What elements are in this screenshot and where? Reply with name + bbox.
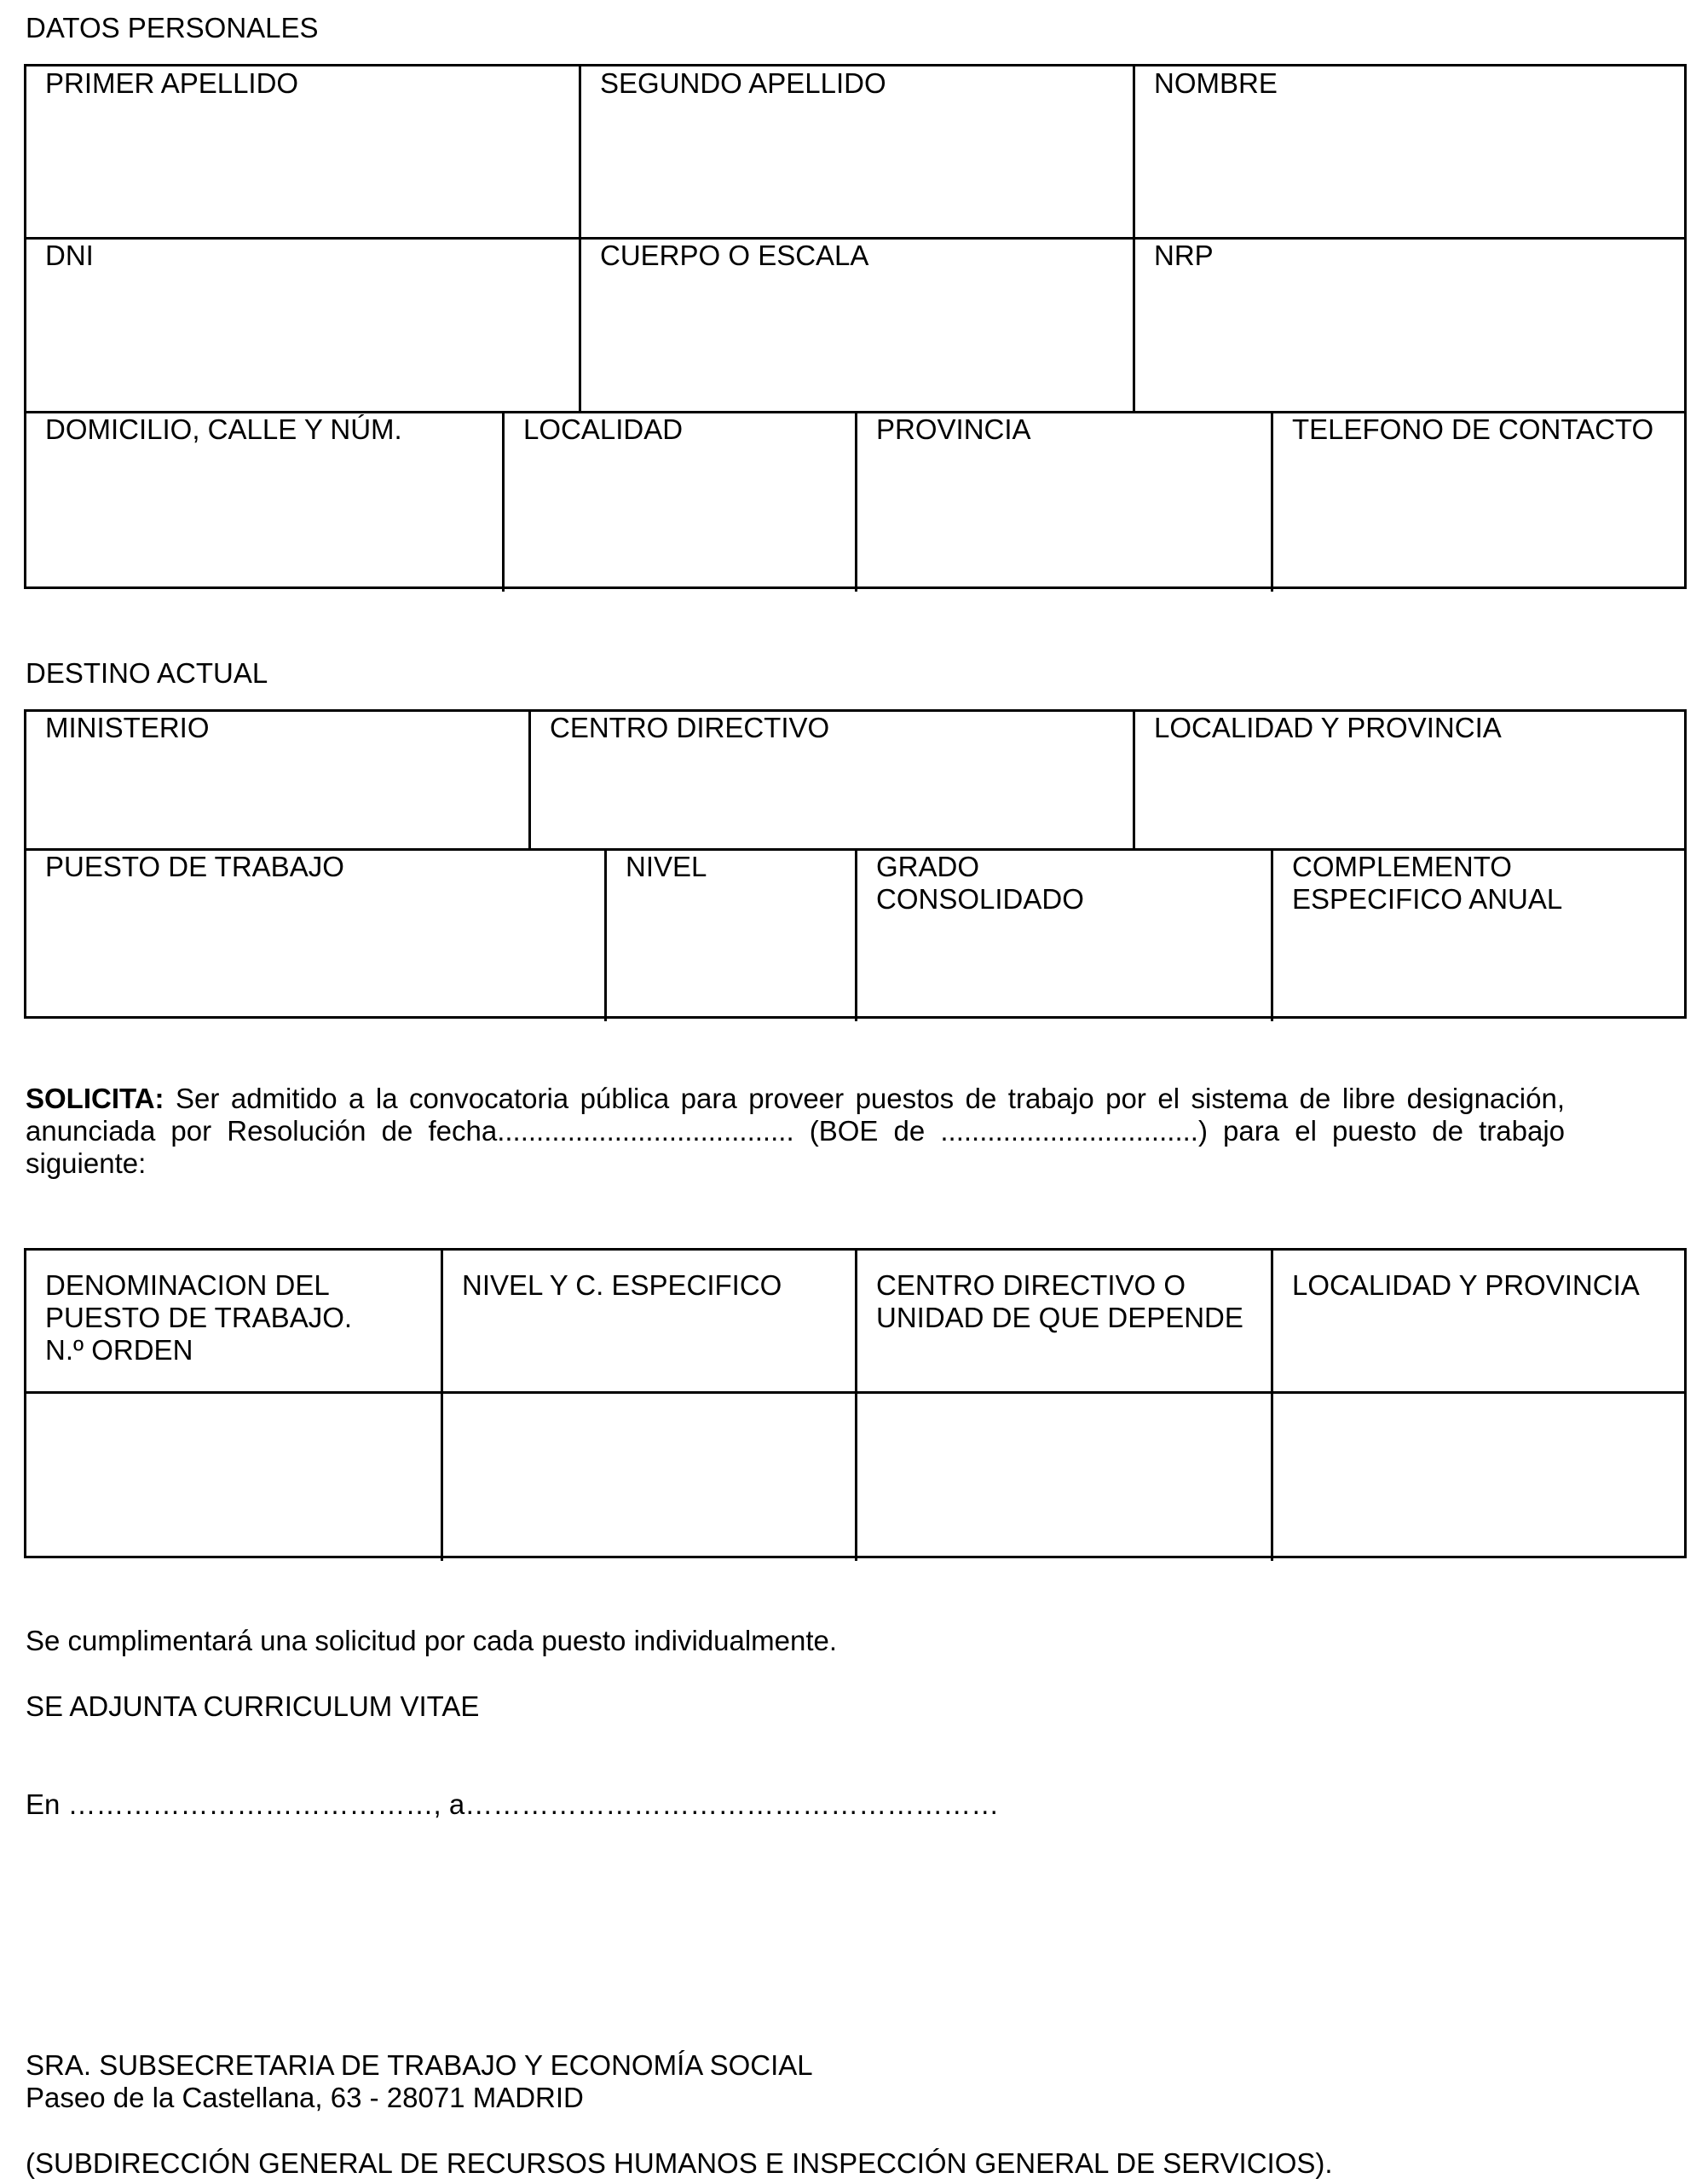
field-label: PROVINCIA xyxy=(876,413,1031,445)
field-label: DNI xyxy=(45,240,94,271)
field-nivel[interactable] xyxy=(607,851,855,1021)
field-telefono-contacto[interactable] xyxy=(1273,413,1687,592)
field-dni[interactable] xyxy=(26,240,579,411)
field-provincia[interactable] xyxy=(857,413,1271,592)
header-line: UNIDAD DE QUE DEPENDE xyxy=(876,1302,1243,1333)
field-segundo-apellido[interactable] xyxy=(581,66,1133,237)
field-puesto-trabajo[interactable] xyxy=(26,851,604,1021)
header-line: NIVEL Y C. ESPECIFICO xyxy=(462,1269,782,1301)
field-localidad[interactable] xyxy=(505,413,855,592)
field-label: MINISTERIO xyxy=(45,712,210,743)
field-centro-directivo[interactable] xyxy=(531,712,1133,848)
solicita-label: SOLICITA: xyxy=(26,1083,164,1114)
field-label: PRIMER APELLIDO xyxy=(45,67,299,99)
field-label: DOMICILIO, CALLE Y NÚM. xyxy=(45,413,402,445)
field-nombre[interactable] xyxy=(1135,66,1687,237)
field-label: NRP xyxy=(1154,240,1214,271)
field-domicilio[interactable] xyxy=(26,413,502,592)
field-label: CUERPO O ESCALA xyxy=(600,240,869,271)
input-centro-directivo[interactable] xyxy=(857,1394,1271,1558)
field-label-line: GRADO xyxy=(876,851,980,882)
input-localidad-provincia[interactable] xyxy=(1273,1394,1687,1558)
puesto-solicitado-table xyxy=(24,1248,1687,1558)
field-cuerpo-escala[interactable] xyxy=(581,240,1133,411)
header-nivel-c-especifico xyxy=(443,1269,855,1389)
header-line: N.º ORDEN xyxy=(45,1334,193,1366)
addressee-line-1: SRA. SUBSECRETARIA DE TRABAJO Y ECONOMÍA SOCIAL xyxy=(26,2049,813,2081)
field-label: NOMBRE xyxy=(1154,67,1278,99)
field-label: SEGUNDO APELLIDO xyxy=(600,67,886,99)
field-nrp[interactable] xyxy=(1135,240,1687,411)
destino-actual-table xyxy=(24,709,1687,1019)
solicita-paragraph xyxy=(26,1083,1565,1180)
header-denominacion xyxy=(26,1269,441,1389)
header-centro-directivo xyxy=(857,1269,1271,1389)
field-primer-apellido[interactable] xyxy=(26,66,579,237)
header-line: DENOMINACION DEL xyxy=(45,1269,330,1301)
field-label: NIVEL xyxy=(626,851,707,882)
note-adjunta-cv: SE ADJUNTA CURRICULUM VITAE xyxy=(26,1690,480,1722)
field-ministerio[interactable] xyxy=(26,712,528,848)
header-line: PUESTO DE TRABAJO. xyxy=(45,1302,353,1333)
field-label-line: COMPLEMENTO xyxy=(1292,851,1512,882)
field-complemento-especifico[interactable] xyxy=(1273,851,1687,1021)
section-title-destino-actual: DESTINO ACTUAL xyxy=(26,657,268,689)
field-label-line: ESPECIFICO ANUAL xyxy=(1292,883,1563,915)
field-label: CENTRO DIRECTIVO xyxy=(550,712,830,743)
header-localidad-provincia xyxy=(1273,1269,1687,1389)
section-title-datos-personales: DATOS PERSONALES xyxy=(26,12,319,43)
field-label: TELEFONO DE CONTACTO xyxy=(1292,413,1654,445)
field-label: LOCALIDAD xyxy=(523,413,684,445)
solicita-text: Ser admitido a la convocatoria pública para proveer puestos de trabajo por el sistema de libre designación, anunciada por Resolución de fecha...................................... (BOE de .................................) para el puesto de trabajo siguiente: xyxy=(26,1083,1565,1179)
lugar-fecha-line[interactable]: En …………………………………, a………………………………………………… xyxy=(26,1788,1000,1820)
addressee-line-2: Paseo de la Castellana, 63 - 28071 MADRID xyxy=(26,2082,584,2113)
note-una-solicitud: Se cumplimentará una solicitud por cada puesto individualmente. xyxy=(26,1625,838,1656)
field-localidad-provincia[interactable] xyxy=(1135,712,1687,848)
header-line: CENTRO DIRECTIVO O xyxy=(876,1269,1186,1301)
field-label: LOCALIDAD Y PROVINCIA xyxy=(1154,712,1502,743)
field-label-line: CONSOLIDADO xyxy=(876,883,1084,915)
subdireccion-line: (SUBDIRECCIÓN GENERAL DE RECURSOS HUMANOS E INSPECCIÓN GENERAL DE SERVICIOS). xyxy=(26,2147,1333,2179)
datos-personales-table xyxy=(24,64,1687,589)
field-grado-consolidado[interactable] xyxy=(857,851,1271,1021)
field-label: PUESTO DE TRABAJO xyxy=(45,851,344,882)
input-nivel-c-especifico[interactable] xyxy=(443,1394,855,1558)
input-denominacion[interactable] xyxy=(26,1394,441,1558)
header-line: LOCALIDAD Y PROVINCIA xyxy=(1292,1269,1640,1301)
